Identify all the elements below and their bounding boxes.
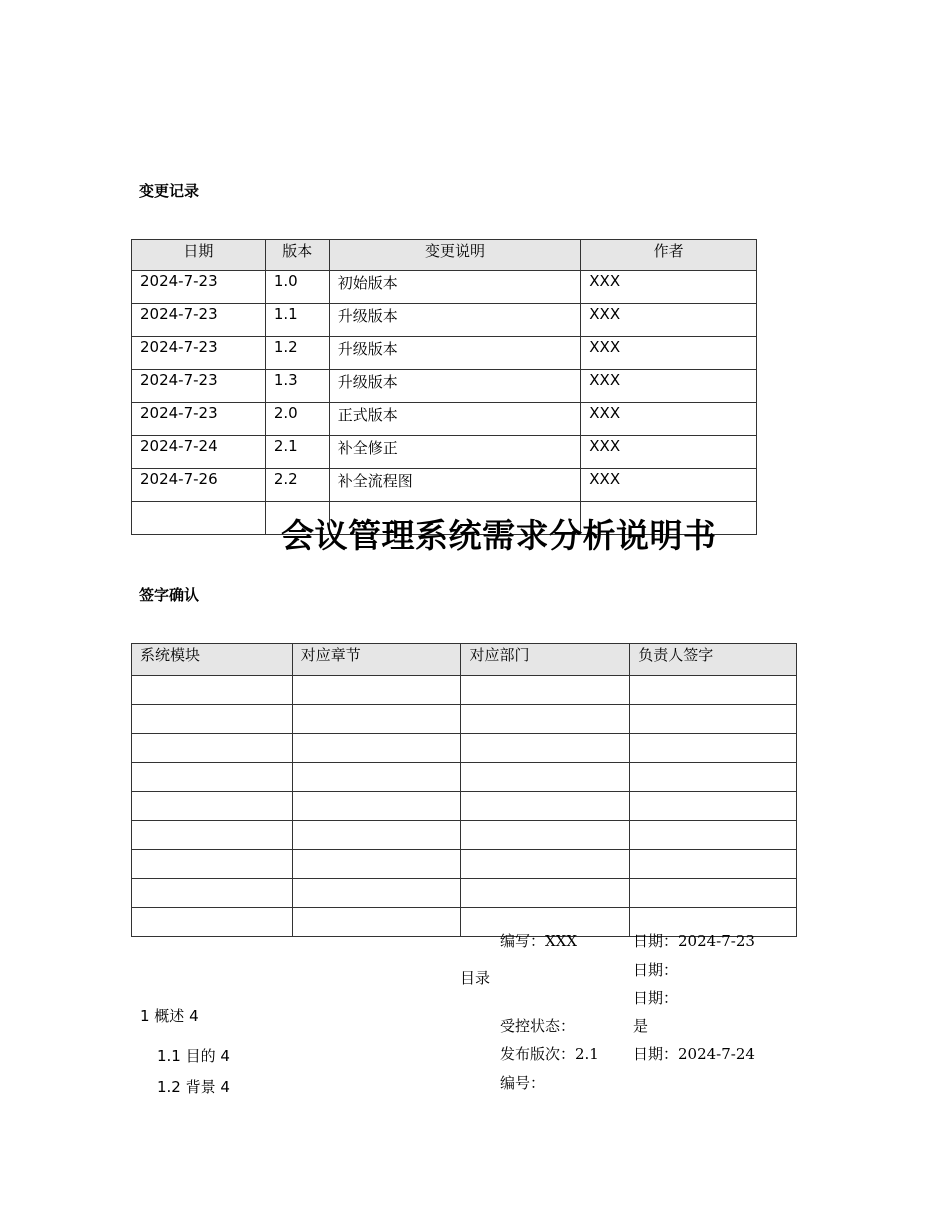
table-cell: 2024-7-23 <box>132 271 266 304</box>
signature-cell[interactable] <box>461 705 630 734</box>
table-row <box>132 792 797 821</box>
table-row <box>132 879 797 908</box>
table-cell: XXX <box>581 304 757 337</box>
table-cell: 2024-7-23 <box>132 370 266 403</box>
table-cell: 2024-7-23 <box>132 403 266 436</box>
table-cell: XXX <box>581 403 757 436</box>
table-cell: 2.1 <box>265 436 329 469</box>
table-cell: 补全修正 <box>329 436 581 469</box>
signature-cell[interactable] <box>461 821 630 850</box>
table-row <box>132 370 757 403</box>
table-row <box>132 734 797 763</box>
signature-cell[interactable] <box>630 850 797 879</box>
change-record-table <box>131 239 757 535</box>
column-header: 变更说明 <box>329 240 581 271</box>
table-row <box>132 436 757 469</box>
signature-cell[interactable] <box>461 879 630 908</box>
signature-table <box>131 643 797 937</box>
table-row <box>132 337 757 370</box>
signature-cell[interactable] <box>132 792 293 821</box>
table-cell: 2024-7-23 <box>132 337 266 370</box>
date-field-2: 日期： <box>633 961 679 979</box>
table-cell: 1.1 <box>265 304 329 337</box>
column-header: 版本 <box>265 240 329 271</box>
table-row <box>132 850 797 879</box>
signature-cell[interactable] <box>132 676 293 705</box>
table-cell: XXX <box>581 436 757 469</box>
table-header-row <box>132 240 757 271</box>
table-cell: 补全流程图 <box>329 469 581 502</box>
table-cell: XXX <box>581 337 757 370</box>
table-cell: XXX <box>581 271 757 304</box>
signature-cell[interactable] <box>292 850 461 879</box>
signature-cell[interactable] <box>292 821 461 850</box>
table-cell: 升级版本 <box>329 370 581 403</box>
table-cell: 升级版本 <box>329 337 581 370</box>
column-header: 对应部门 <box>461 644 630 676</box>
date-field-4: 日期：2024-7-24 <box>633 1045 755 1063</box>
signature-cell[interactable] <box>132 734 293 763</box>
number-field: 编号： <box>500 1074 546 1092</box>
controlled-status-value: 是 <box>633 1017 649 1035</box>
signature-cell[interactable] <box>132 879 293 908</box>
signature-cell[interactable] <box>132 705 293 734</box>
toc-item[interactable]: 1.2 背景 4 <box>157 1078 230 1096</box>
signature-cell[interactable] <box>630 676 797 705</box>
signature-cell[interactable] <box>132 908 293 937</box>
table-row <box>132 821 797 850</box>
table-row <box>132 469 757 502</box>
signature-cell[interactable] <box>630 879 797 908</box>
release-version-field: 发布版次：2.1 <box>500 1045 599 1063</box>
table-cell: 1.3 <box>265 370 329 403</box>
table-cell: 1.0 <box>265 271 329 304</box>
table-cell: 2.2 <box>265 469 329 502</box>
table-cell: XXX <box>581 370 757 403</box>
table-cell: 2024-7-23 <box>132 304 266 337</box>
signature-cell[interactable] <box>630 705 797 734</box>
table-cell: 2024-7-26 <box>132 469 266 502</box>
date-field-3: 日期： <box>633 989 679 1007</box>
document-title: 会议管理系统需求分析说明书 <box>281 516 717 555</box>
signature-cell[interactable] <box>461 850 630 879</box>
table-cell: 升级版本 <box>329 304 581 337</box>
column-header: 对应章节 <box>292 644 461 676</box>
signature-cell[interactable] <box>461 792 630 821</box>
table-header-row <box>132 644 797 676</box>
signature-cell[interactable] <box>292 676 461 705</box>
signature-cell[interactable] <box>132 763 293 792</box>
signature-cell[interactable] <box>461 734 630 763</box>
signature-cell[interactable] <box>132 821 293 850</box>
table-cell: 2024-7-24 <box>132 436 266 469</box>
signature-cell[interactable] <box>292 705 461 734</box>
table-cell: 初始版本 <box>329 271 581 304</box>
signature-cell[interactable] <box>132 850 293 879</box>
column-header: 系统模块 <box>132 644 293 676</box>
date-field-1: 日期：2024-7-23 <box>633 932 755 950</box>
table-row <box>132 271 757 304</box>
table-cell <box>132 502 266 535</box>
toc-item[interactable]: 1.1 目的 4 <box>157 1047 230 1065</box>
change-record-heading: 变更记录 <box>139 182 200 200</box>
signature-cell[interactable] <box>292 908 461 937</box>
author-field: 编写：XXX <box>500 932 578 950</box>
signature-cell[interactable] <box>630 821 797 850</box>
table-row <box>132 304 757 337</box>
column-header: 作者 <box>581 240 757 271</box>
column-header: 日期 <box>132 240 266 271</box>
controlled-status-label: 受控状态： <box>500 1017 576 1035</box>
signature-cell[interactable] <box>292 734 461 763</box>
table-cell: 正式版本 <box>329 403 581 436</box>
table-cell: XXX <box>581 469 757 502</box>
signature-cell[interactable] <box>292 879 461 908</box>
table-row <box>132 403 757 436</box>
signature-cell[interactable] <box>461 763 630 792</box>
table-row <box>132 763 797 792</box>
signature-cell[interactable] <box>630 734 797 763</box>
signature-cell[interactable] <box>630 763 797 792</box>
toc-item[interactable]: 1 概述 4 <box>140 1007 199 1025</box>
table-cell: 1.2 <box>265 337 329 370</box>
signature-cell[interactable] <box>630 792 797 821</box>
toc-title: 目录 <box>460 969 491 987</box>
table-cell: 2.0 <box>265 403 329 436</box>
signature-cell[interactable] <box>461 676 630 705</box>
signature-cell[interactable] <box>292 763 461 792</box>
signature-cell[interactable] <box>292 792 461 821</box>
signature-heading: 签字确认 <box>139 586 200 604</box>
column-header: 负责人签字 <box>630 644 797 676</box>
table-row <box>132 676 797 705</box>
table-row <box>132 705 797 734</box>
